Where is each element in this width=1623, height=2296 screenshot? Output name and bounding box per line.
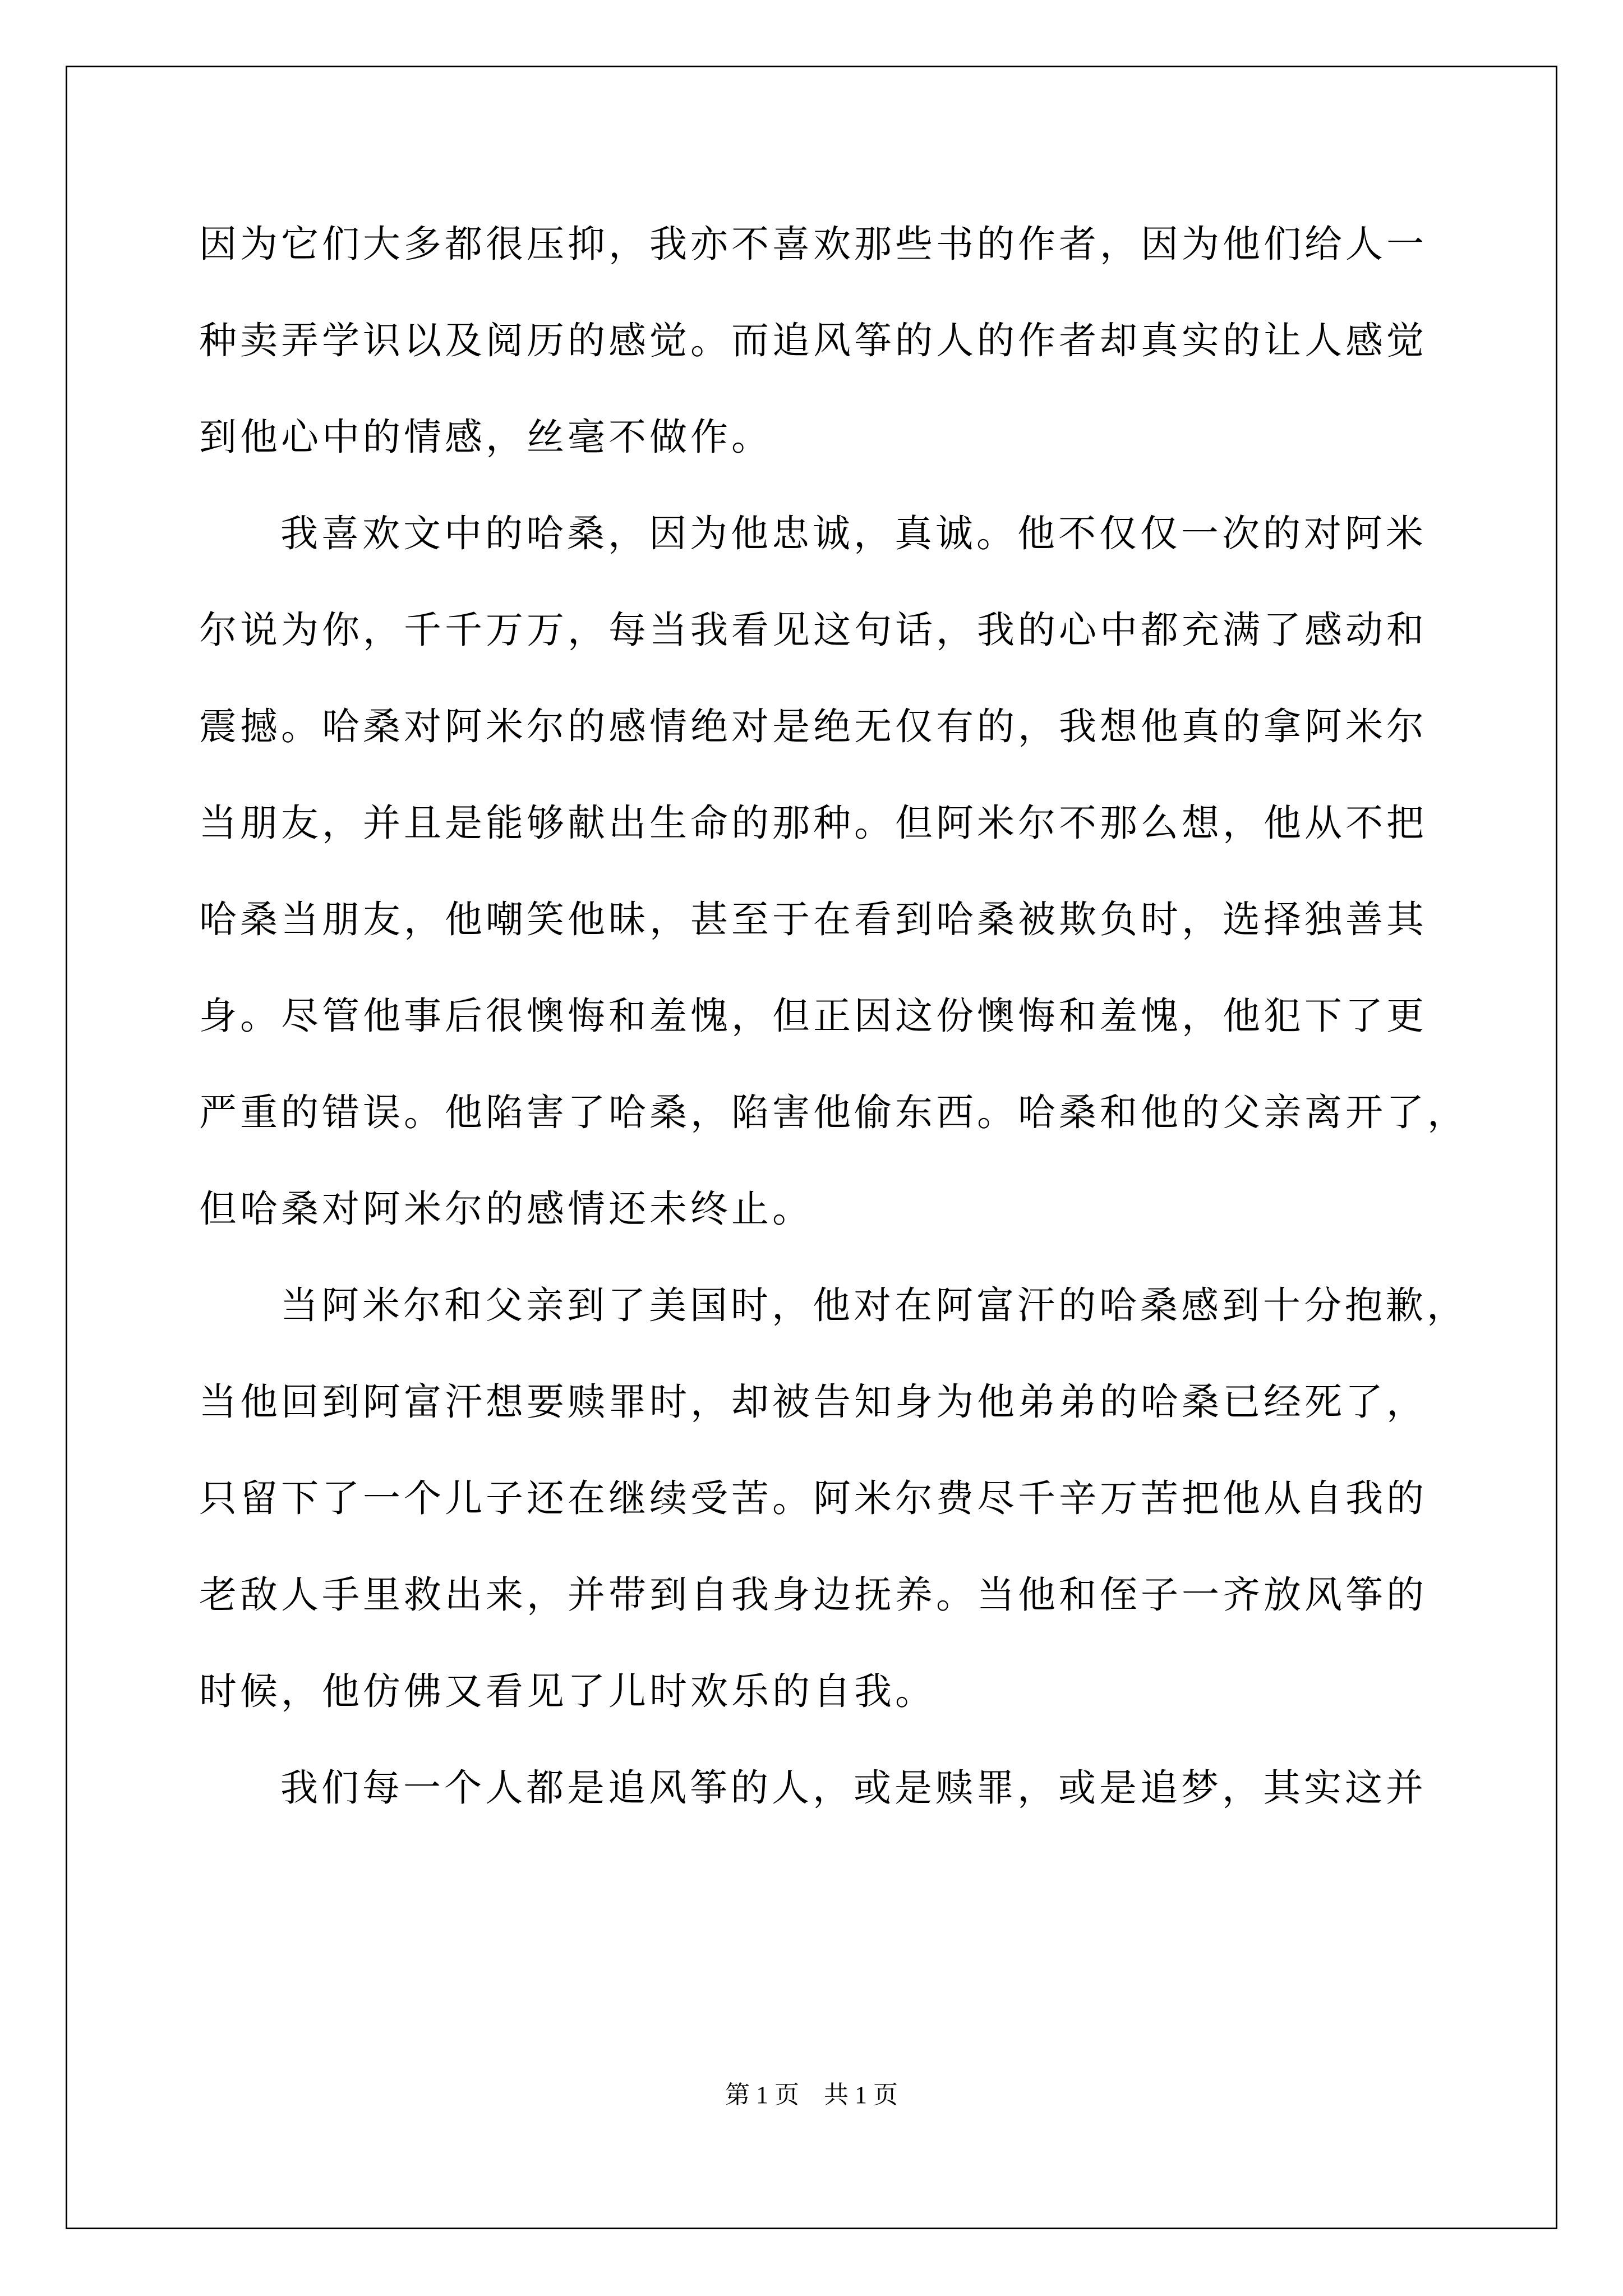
text-line: 震撼。哈桑对阿米尔的感情绝对是绝无仅有的，我想他真的拿阿米尔 [199, 705, 1427, 748]
page-border [66, 66, 1557, 2229]
paragraph-start-line: 我喜欢文中的哈桑，因为他忠诚，真诚。他不仅仅一次的对阿米 [280, 512, 1427, 555]
paragraph-start-line: 我们每一个人都是追风筝的人，或是赎罪，或是追梦，其实这并 [280, 1766, 1427, 1810]
page-footer: 第 1 页 共 1 页 [725, 2081, 898, 2109]
text-line: 因为它们大多都很压抑，我亦不喜欢那些书的作者，因为他们给人一 [199, 222, 1427, 266]
text-line: 尔说为你，千千万万，每当我看见这句话，我的心中都充满了感动和 [199, 608, 1427, 652]
text-line: 严重的错误。他陷害了哈桑，陷害他偷东西。哈桑和他的父亲离开了， [199, 1091, 1468, 1134]
text-line: 到他心中的情感，丝毫不做作。 [199, 415, 772, 459]
paragraph-start-line: 当阿米尔和父亲到了美国时，他对在阿富汗的哈桑感到十分抱歉， [280, 1283, 1468, 1327]
text-line: 哈桑当朋友，他嘲笑他昧，甚至于在看到哈桑被欺负时，选择独善其 [199, 898, 1427, 941]
text-line: 只留下了一个儿子还在继续受苦。阿米尔费尽千辛万苦把他从自我的 [199, 1476, 1427, 1520]
text-line: 当朋友，并且是能够献出生命的那种。但阿米尔不那么想，他从不把 [199, 801, 1427, 845]
text-line: 身。尽管他事后很懊悔和羞愧，但正因这份懊悔和羞愧，他犯下了更 [199, 994, 1427, 1038]
text-line: 但哈桑对阿米尔的感情还未终止。 [199, 1187, 813, 1231]
text-line: 时候，他仿佛又看见了儿时欢乐的自我。 [199, 1669, 936, 1713]
text-line: 种卖弄学识以及阅历的感觉。而追风筝的人的作者却真实的让人感觉 [199, 319, 1427, 362]
text-line: 当他回到阿富汗想要赎罪时，却被告知身为他弟弟的哈桑已经死了， [199, 1380, 1427, 1424]
text-line: 老敌人手里救出来，并带到自我身边抚养。当他和侄子一齐放风筝的 [199, 1573, 1427, 1617]
